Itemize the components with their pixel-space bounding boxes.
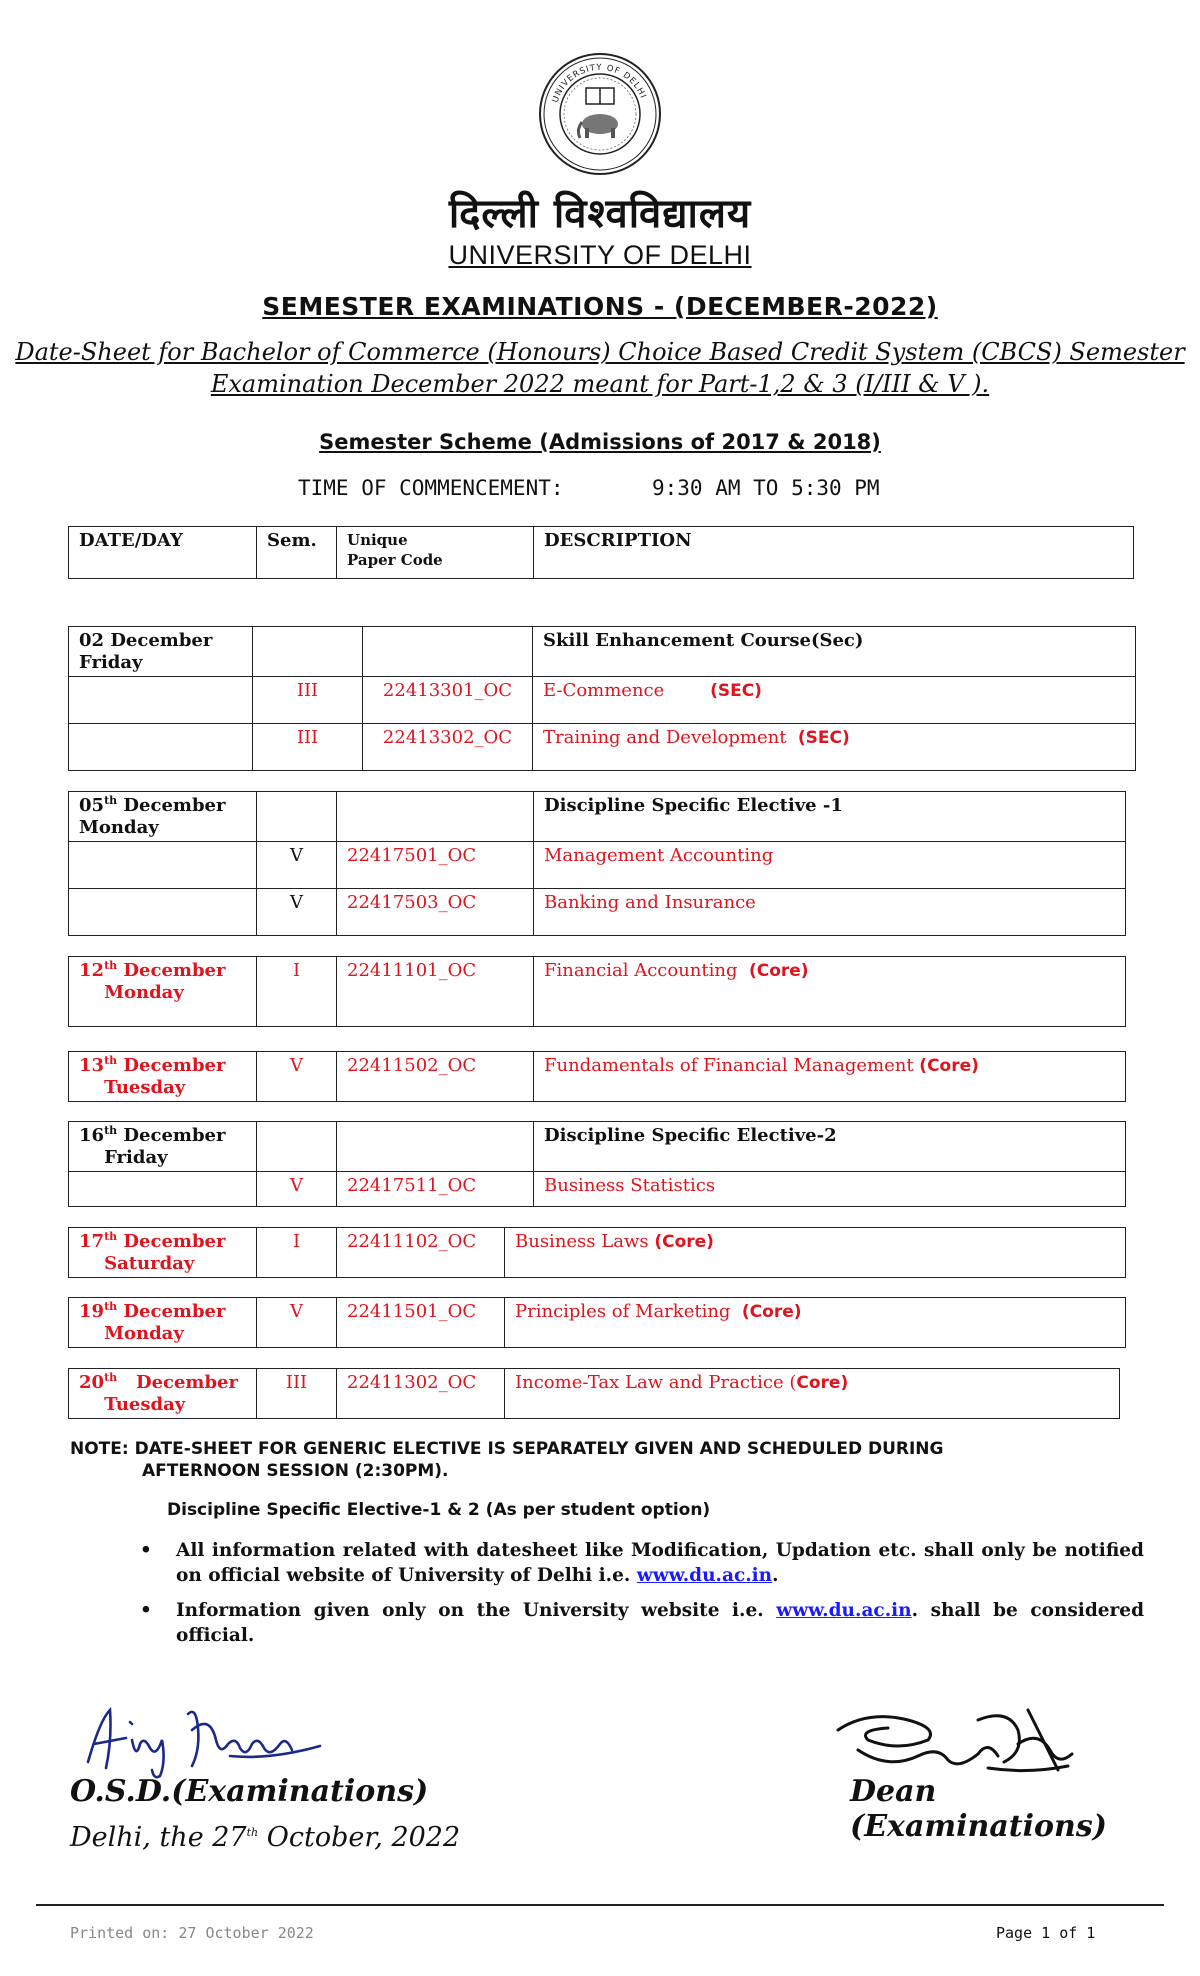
description-cell: Income-Tax Law and Practice (Core) <box>505 1369 1120 1419</box>
sem-cell: III <box>253 677 363 724</box>
table-row <box>69 957 1126 1027</box>
table-row <box>69 1228 1126 1278</box>
paper-code-cell: 22411101_OC <box>337 957 534 1027</box>
page-number: Page 1 of 1 <box>996 1924 1096 1942</box>
footer-divider <box>36 1904 1164 1906</box>
block-12-december <box>68 956 1126 1027</box>
date-cell: 02 December Friday <box>69 627 253 677</box>
description-cell: E-Commence (SEC) <box>533 677 1136 724</box>
paper-code-cell: 22413301_OC <box>363 677 533 724</box>
date-cell: 19th December Monday <box>69 1298 257 1348</box>
university-name: UNIVERSITY OF DELHI <box>448 240 752 270</box>
sem-cell: V <box>257 1052 337 1102</box>
block-05-december <box>68 791 1126 936</box>
table-row <box>69 677 1136 724</box>
description-cell: Training and Development (SEC) <box>533 724 1136 771</box>
sem-cell: III <box>257 1369 337 1419</box>
time-value: 9:30 AM TO 5:30 PM <box>652 476 880 500</box>
date-cell: 16th December Friday <box>69 1122 257 1172</box>
time-label: TIME OF COMMENCEMENT: <box>298 476 564 500</box>
subtitle-line-1: Date-Sheet for Bachelor of Commerce (Honours) Choice Based Credit System (CBCS) Semester <box>15 338 1185 366</box>
scheme-title: Semester Scheme (Admissions of 2017 & 2018) <box>319 430 881 454</box>
datesheet-header-table <box>68 526 1134 579</box>
header-sem: Sem. <box>257 527 337 579</box>
description-cell: Fundamentals of Financial Management (Core) <box>534 1052 1126 1102</box>
description-cell: Financial Accounting (Core) <box>534 957 1126 1027</box>
generic-elective-note: NOTE: DATE-SHEET FOR GENERIC ELECTIVE IS SEPARATELY GIVEN AND SCHEDULED DURING AFTERNOON SESSION (2:30PM). <box>70 1439 944 1481</box>
block-16-december <box>68 1121 1126 1207</box>
description-cell: Business Statistics <box>534 1172 1126 1207</box>
issue-date: Delhi, the 27th October, 2022 <box>70 1822 461 1853</box>
bullet-icon: • <box>140 1540 152 1561</box>
date-cell: 12th December Monday <box>69 957 257 1027</box>
paper-code-cell: 22411302_OC <box>337 1369 505 1419</box>
dean-title: Dean (Examinations) <box>850 1774 1107 1844</box>
notice-bullets <box>140 1538 1144 1648</box>
description-cell: Management Accounting <box>534 842 1126 889</box>
sem-cell: III <box>253 724 363 771</box>
header-date-day: DATE/DAY <box>69 527 257 579</box>
group-label: Skill Enhancement Course(Sec) <box>533 627 1136 677</box>
dean-signature-image <box>828 1700 1088 1780</box>
header-paper-code: Unique Paper Code <box>337 527 534 579</box>
group-label: Discipline Specific Elective-2 <box>534 1122 1126 1172</box>
osd-signature-image <box>70 1700 340 1780</box>
table-row <box>69 1052 1126 1102</box>
paper-code-cell: 22411502_OC <box>337 1052 534 1102</box>
block-13-december <box>68 1051 1126 1102</box>
sem-cell: I <box>257 1228 337 1278</box>
seal-text: UNIVERSITY OF DELHI <box>550 62 649 105</box>
date-cell: 20th December Tuesday <box>69 1369 257 1419</box>
hindi-title: दिल्ली विश्वविद्यालय <box>448 191 752 237</box>
osd-title: O.S.D.(Examinations) <box>70 1774 429 1809</box>
paper-code-cell: 22417503_OC <box>337 889 534 936</box>
paper-code-cell: 22411102_OC <box>337 1228 505 1278</box>
paper-code-cell: 22417501_OC <box>337 842 534 889</box>
table-row <box>69 724 1136 771</box>
sem-cell: V <box>257 1172 337 1207</box>
date-cell: 13th December Tuesday <box>69 1052 257 1102</box>
subtitle-line-2: Examination December 2022 meant for Part-1,2 & 3 (I/III & V ). <box>210 370 990 398</box>
printed-on: Printed on: 27 October 2022 <box>70 1924 314 1942</box>
paper-code-cell: 22417511_OC <box>337 1172 534 1207</box>
description-cell: Business Laws (Core) <box>505 1228 1126 1278</box>
list-item: • Information given only on the University website i.e. www.du.ac.in. shall be considered official. <box>140 1600 1144 1646</box>
table-row <box>69 842 1126 889</box>
block-02-december <box>68 626 1136 771</box>
description-cell: Principles of Marketing (Core) <box>505 1298 1126 1348</box>
block-19-december <box>68 1297 1126 1348</box>
du-website-link[interactable]: www.du.ac.in <box>776 1600 912 1621</box>
list-item: • All information related with datesheet like Modification, Updation etc. shall only be notified on official website of University of Delhi i.e. www.du.ac.in. <box>140 1540 1144 1586</box>
header-description: DESCRIPTION <box>534 527 1134 579</box>
block-20-december <box>68 1368 1120 1419</box>
paper-code-cell: 22411501_OC <box>337 1298 505 1348</box>
bullet-icon: • <box>140 1600 152 1621</box>
university-seal-logo <box>538 52 662 176</box>
du-website-link[interactable]: www.du.ac.in <box>636 1565 773 1586</box>
sem-cell: V <box>257 1298 337 1348</box>
paper-code-cell: 22413302_OC <box>363 724 533 771</box>
exam-title: SEMESTER EXAMINATIONS - (DECEMBER-2022) <box>262 292 938 321</box>
table-row <box>69 1298 1126 1348</box>
group-label: Discipline Specific Elective -1 <box>534 792 1126 842</box>
sem-cell: V <box>257 842 337 889</box>
sem-cell: V <box>257 889 337 936</box>
description-cell: Banking and Insurance <box>534 889 1126 936</box>
block-17-december <box>68 1227 1126 1278</box>
table-row <box>69 1369 1120 1419</box>
sem-cell: I <box>257 957 337 1027</box>
dse-note: Discipline Specific Elective-1 & 2 (As per student option) <box>167 1500 711 1520</box>
date-cell: 17th December Saturday <box>69 1228 257 1278</box>
table-row <box>69 1172 1126 1207</box>
date-cell: 05th December Monday <box>69 792 257 842</box>
table-row <box>69 889 1126 936</box>
